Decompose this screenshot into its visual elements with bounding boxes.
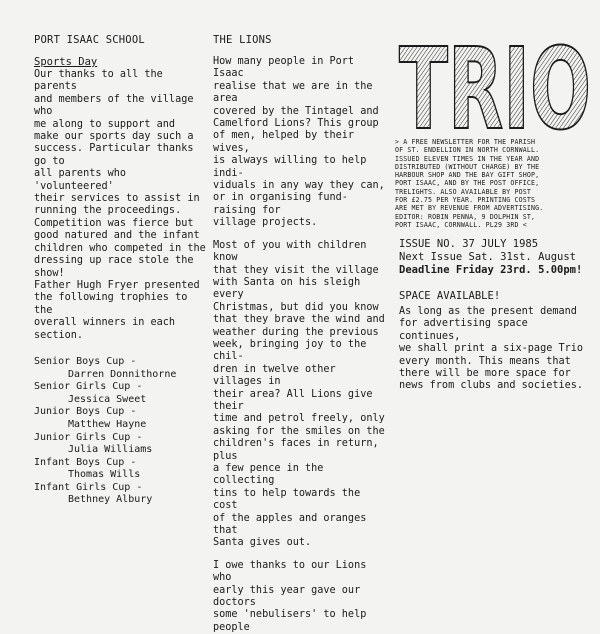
- space-heading: SPACE AVAILABLE!: [399, 290, 501, 302]
- deadline-notice: Deadline Friday 23rd. 5.00pm!: [399, 264, 583, 276]
- school-heading: PORT ISAAC SCHOOL: [34, 34, 145, 46]
- trio-logo-text: TRIO: [399, 25, 591, 155]
- trophy-category: Senior Boys Cup -: [34, 355, 137, 367]
- trophy-list: [34, 356, 206, 507]
- trophy-category: Infant Girls Cup -: [34, 481, 143, 493]
- lions-paragraph-2: Most of you with children know that they visit the village with Santa on his sleigh every Christmas, but did you know that they brave the wind and weather during the previous week, bringing joy to the chil- dren in twelve other villages in their area? All Lions give their time and petrol freely, only asking for the smiles on the children's faces in return, plus a few pence in the collecting tins to help towards the cost of the apples and oranges that Santa gives out.: [213, 239, 385, 549]
- school-column: [34, 0, 206, 507]
- trophy-winner: Jessica Sweet: [68, 393, 147, 405]
- next-issue-date: Next Issue Sat. 31st. August: [399, 251, 577, 263]
- trophy-item: [34, 356, 206, 381]
- trophy-item: [34, 457, 206, 482]
- lions-paragraph-3: I owe thanks to our Lions who early this year gave our doctors some 'nebulisers' to help people: [213, 559, 367, 633]
- trophy-category: Junior Girls Cup -: [34, 431, 143, 443]
- newsletter-description: > A FREE NEWSLETTER FOR THE PARISH OF ST. ENDELLION IN NORTH CORNWALL. ISSUED ELEVEN TIMES IN THE YEAR AND DISTRIBUTED (WITHOUT CHARGE) BY THE HARBOUR SHOP AND THE BAY GIFT SHOP, PORT ISAAC, AND BY THE POST OFFICE, TRELIGHTS. ALSO AVAILABLE BY POST FOR £2.75 PER YEAR. PRINTING COSTS ARE MET BY REVENUE FROM ADVERTISING. EDITOR: ROBIN PENNA, 9 DOLPHIN ST, PORT ISAAC, CORNWALL. PL29 3RD <: [395, 138, 544, 229]
- trophy-winner: Darren Donnithorne: [68, 368, 177, 380]
- trophy-item: [34, 406, 206, 431]
- trophy-winner: Matthew Hayne: [68, 418, 147, 430]
- trophy-category: Infant Boys Cup -: [34, 456, 137, 468]
- trophy-winner: Julia Williams: [68, 444, 153, 456]
- space-text: As long as the present demand for advertising space continues, we shall print a six-page Trio every month. This means that there will be more space for news from clubs and societies.: [399, 306, 584, 392]
- issue-number: ISSUE NO. 37 JULY 1985: [399, 238, 539, 250]
- space-available-section: [399, 290, 595, 393]
- trophy-item: [34, 432, 206, 457]
- trophy-category: Senior Girls Cup -: [34, 381, 143, 393]
- trophy-winner: Bethney Albury: [68, 494, 153, 506]
- lions-column: [213, 0, 388, 634]
- issue-block: [399, 238, 595, 276]
- trophy-category: Junior Boys Cup -: [34, 406, 137, 418]
- lions-heading: THE LIONS: [213, 34, 272, 46]
- sports-day-subheading: Sports Day: [34, 56, 98, 68]
- lions-paragraph-1: How many people in Port Isaac realise that we are in the area covered by the Tintagel and Camelford Lions? This group of men, helped by their wives, is always willing to help indi- viduals in any way they can, or in organising fund-raising for village projects.: [213, 56, 385, 229]
- trophy-winner: Thomas Wills: [68, 469, 141, 481]
- sports-day-text: Our thanks to all the parents and members of the village who me along to support and make our sports day such a success. Particular thanks go to all parents who 'volunteered' their services to assist in running the proceedings. Competition was fierce but good natured and the infant children who competed in the dressing up race stole the show! Father Hugh Fryer presented the following trophies to the overall winners in each section.: [34, 69, 206, 341]
- trophy-item: [34, 381, 206, 406]
- trio-logo: [395, 25, 595, 155]
- trophy-item: [34, 482, 206, 507]
